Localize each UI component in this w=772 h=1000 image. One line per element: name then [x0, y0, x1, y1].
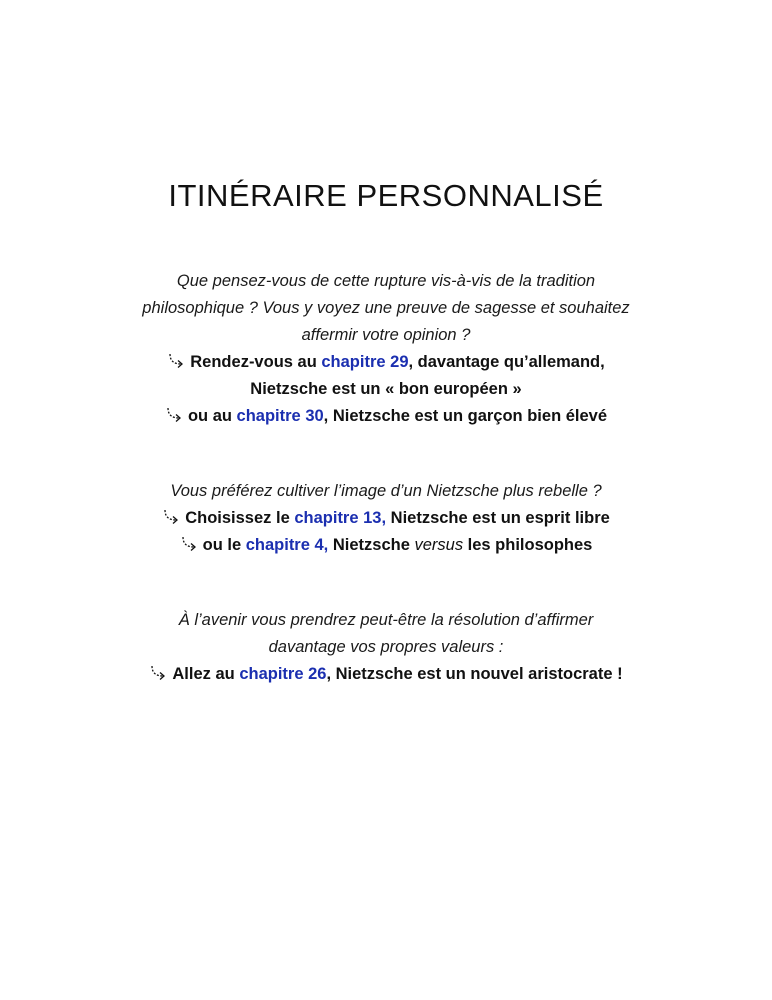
option-prefix: Allez au — [172, 665, 240, 683]
option-prefix: Rendez-vous au — [190, 353, 322, 371]
chapter-link-4[interactable]: chapitre 4, — [245, 536, 329, 554]
itinerary-section-2 — [0, 478, 772, 559]
question-line: À l’avenir vous prendrez peut-être la résolution d’affirmer — [178, 611, 594, 629]
option-chapter-26 — [0, 661, 772, 688]
curved-arrow-icon — [167, 352, 187, 370]
chapter-link-30[interactable]: chapitre 30 — [236, 407, 324, 425]
question-line: affermir votre opinion ? — [301, 326, 471, 344]
option-suffix: Nietzsche est un esprit libre — [386, 509, 610, 527]
option-suffix: les philosophes — [463, 536, 593, 554]
itinerary-section-3 — [0, 607, 772, 688]
option-suffix: Nietzsche — [328, 536, 415, 554]
question-line: davantage vos propres valeurs : — [268, 638, 504, 656]
option-chapter-4 — [0, 532, 772, 559]
option-prefix: ou au — [187, 407, 237, 425]
itinerary-section-1 — [0, 268, 772, 430]
option-prefix: ou le — [202, 536, 246, 554]
option-suffix: , Nietzsche est un nouvel aristocrate ! — [326, 665, 623, 683]
option-chapter-29 — [0, 349, 772, 376]
curved-arrow-icon — [162, 508, 182, 526]
page-title: ITINÉRAIRE PERSONNALISÉ — [168, 178, 604, 213]
curved-arrow-icon — [180, 535, 200, 553]
chapter-link-29[interactable]: chapitre 29 — [321, 353, 409, 371]
option-suffix: , davantage qu’allemand, — [408, 353, 605, 371]
curved-arrow-icon — [165, 406, 185, 424]
question-line: Vous préférez cultiver l’image d’un Nietzsche plus rebelle ? — [170, 482, 602, 500]
question-line: Que pensez-vous de cette rupture vis-à-vis de la tradition — [176, 272, 596, 290]
option-chapter-30 — [0, 403, 772, 430]
option-continuation: Nietzsche est un « bon européen » — [250, 380, 522, 398]
option-suffix: , Nietzsche est un garçon bien élevé — [323, 407, 608, 425]
chapter-link-13[interactable]: chapitre 13, — [294, 509, 387, 527]
option-prefix: Choisissez le — [185, 509, 295, 527]
option-chapter-13 — [0, 505, 772, 532]
chapter-link-26[interactable]: chapitre 26 — [239, 665, 327, 683]
option-suffix-italic: versus — [414, 536, 464, 554]
curved-arrow-icon — [149, 664, 169, 682]
question-line: philosophique ? Vous y voyez une preuve de sagesse et souhaitez — [142, 299, 630, 317]
